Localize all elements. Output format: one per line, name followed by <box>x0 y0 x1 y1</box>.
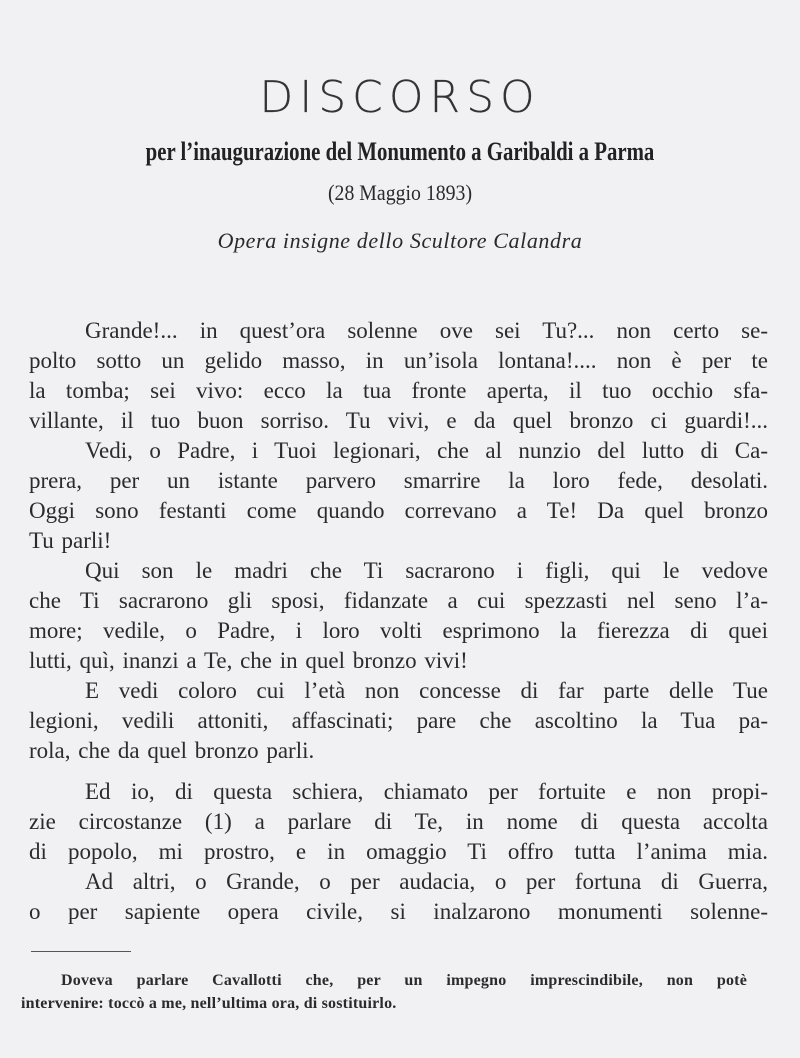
text-line: Ed io, di questa schiera, chiamato per fortuite e non propi- <box>85 779 768 804</box>
text-line: o per sapiente opera civile, si inalzarono monumenti solenne- <box>29 899 768 924</box>
text-line: zie circostanze (1) a parlare di Te, in nome di questa accolta <box>29 809 768 834</box>
document-date: (28 Maggio 1893) <box>327 180 473 205</box>
text-line: Vedi, o Padre, i Tuoi legionari, che al nunzio del lutto di Ca- <box>85 438 768 463</box>
text-line: E vedi coloro cui l’età non concesse di far parte delle Tue <box>85 678 768 703</box>
text-line: la tomba; sei vivo: ecco la tua fronte aperta, il tuo occhio sfa- <box>29 378 768 403</box>
text-line: Tu parli! <box>29 528 112 553</box>
text-line: villante, il tuo buon sorriso. Tu vivi, e da quel bronzo ci guardi!... <box>29 408 768 433</box>
text-line: Grande!... in quest’ora solenne ove sei Tu?... non certo se- <box>85 318 768 343</box>
text-line: Oggi sono festanti come quando correvano a Te! Da quel bronzo <box>29 498 768 523</box>
footnote-line: Doveva parlare Cavallotti che, per un impegno imprescindibile, non potè <box>61 972 747 989</box>
text-line: prera, per un istante parvero smarrire la loro fede, desolati. <box>29 468 768 493</box>
text-line: lutti, quì, inanzi a Te, che in quel bronzo vivi! <box>29 648 468 673</box>
text-line: che Ti sacrarono gli sposi, fidanzate a cui spezzasti nel seno l’a- <box>29 588 768 613</box>
text-line: more; vedile, o Padre, i loro volti esprimono la fierezza di quei <box>29 618 768 643</box>
text-line: legioni, vedili attoniti, affascinati; pare che ascoltino la Tua pa- <box>29 708 768 733</box>
document-dedication: Opera insigne dello Scultore Calandra <box>217 228 583 253</box>
document-title: DISCORSO <box>259 72 541 123</box>
footnote-line: intervenire: toccò a me, nell’ultima ora, di sostituirlo. <box>21 995 397 1012</box>
text-line: Ad altri, o Grande, o per audacia, o per fortuna di Guerra, <box>85 869 768 894</box>
footnote-divider <box>31 951 131 952</box>
text-line: di popolo, mi prostro, e in omaggio Ti offro tutta l’anima mia. <box>29 839 768 864</box>
text-line: Qui son le madri che Ti sacrarono i figli, qui le vedove <box>85 558 768 583</box>
text-line: rola, che da quel bronzo parli. <box>29 738 315 763</box>
text-line: polto sotto un gelido masso, in un’isola lontana!.... non è per te <box>29 348 768 373</box>
document-subtitle: per l’inaugurazione del Monumento a Garibaldi a Parma <box>145 137 655 166</box>
